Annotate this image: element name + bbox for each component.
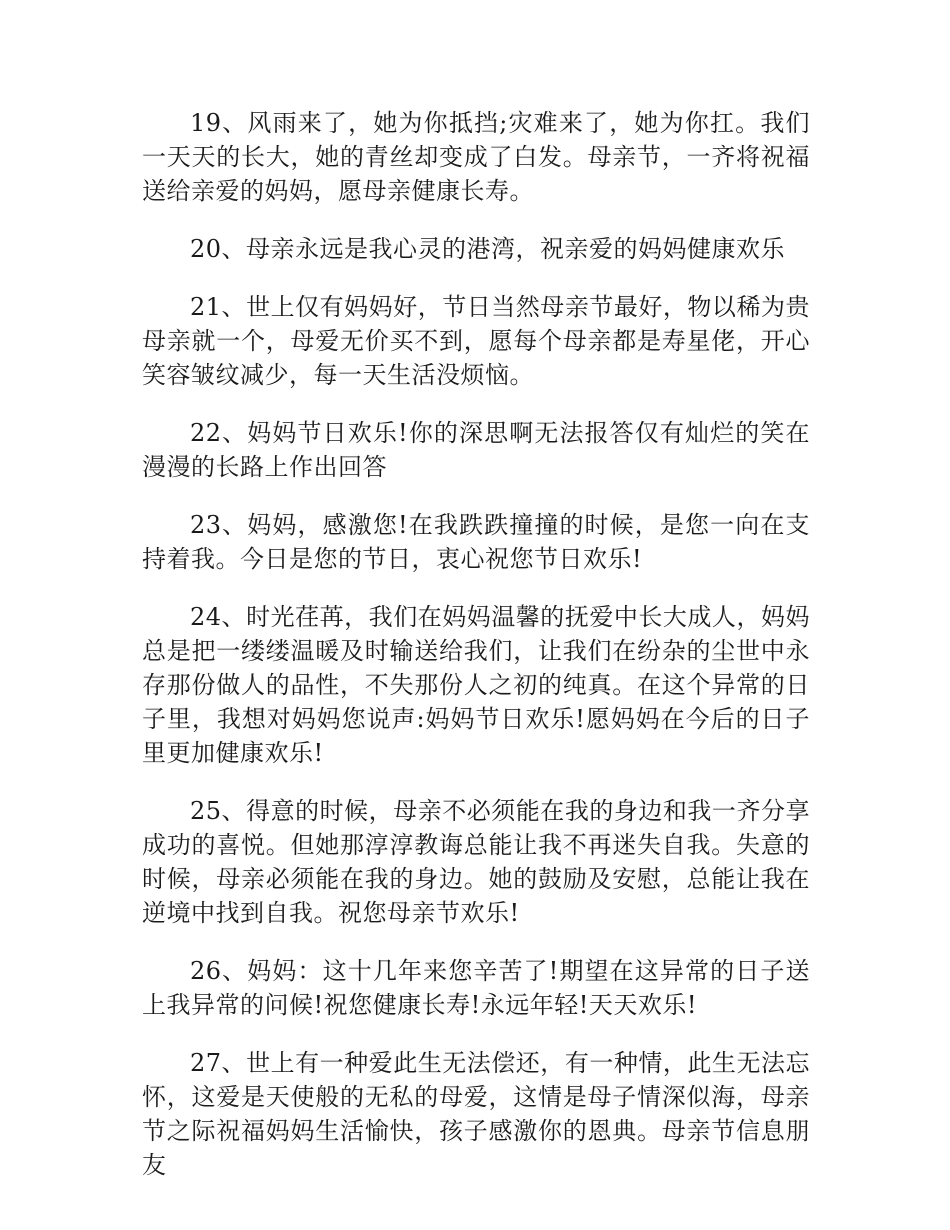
paragraph-24: 24、时光荏苒，我们在妈妈温馨的抚爱中长大成人，妈妈总是把一缕缕温暖及时输送给我们，让我们在纷杂的尘世中永存那份做人的品性，不失那份人之初的纯真。在这个异常的日子里，我想对妈妈您说声:妈妈节日欢乐!愿妈妈在今后的日子里更加健康欢乐! bbox=[142, 603, 810, 767]
paragraph-22: 22、妈妈节日欢乐!你的深思啊无法报答仅有灿烂的笑在漫漫的长路上作出回答 bbox=[142, 419, 810, 481]
paragraph-25: 25、得意的时候，母亲不必须能在我的身边和我一齐分享成功的喜悦。但她那淳淳教诲总能让我不再迷失自我。失意的时候，母亲必须能在我的身边。她的鼓励及安慰，总能让我在逆境中找到自我。祝您母亲节欢乐! bbox=[142, 797, 810, 927]
document-body bbox=[142, 106, 810, 1206]
paragraph-20: 20、母亲永远是我心灵的港湾，祝亲爱的妈妈健康欢乐 bbox=[190, 235, 786, 263]
paragraph-23: 23、妈妈，感激您!在我跌跌撞撞的时候，是您一向在支持着我。今日是您的节日，衷心祝您节日欢乐! bbox=[142, 511, 810, 573]
paragraph-27: 27、世上有一种爱此生无法偿还，有一种情，此生无法忘怀，这爱是天使般的无私的母爱，这情是母子情深似海，母亲节之际祝福妈妈生活愉快，孩子感激你的恩典。母亲节信息朋友 bbox=[142, 1049, 810, 1179]
paragraph-26: 26、妈妈：这十几年来您辛苦了!期望在这异常的日子送上我异常的问候!祝您健康长寿!永远年轻!天天欢乐! bbox=[142, 957, 810, 1019]
paragraph-21: 21、世上仅有妈妈好，节日当然母亲节最好，物以稀为贵母亲就一个，母爱无价买不到，愿每个母亲都是寿星佬，开心笑容皱纹减少，每一天生活没烦恼。 bbox=[142, 293, 810, 389]
paragraph-19: 19、风雨来了，她为你抵挡;灾难来了，她为你扛。我们一天天的长大，她的青丝却变成了白发。母亲节，一齐将祝福送给亲爱的妈妈，愿母亲健康长寿。 bbox=[142, 109, 810, 205]
